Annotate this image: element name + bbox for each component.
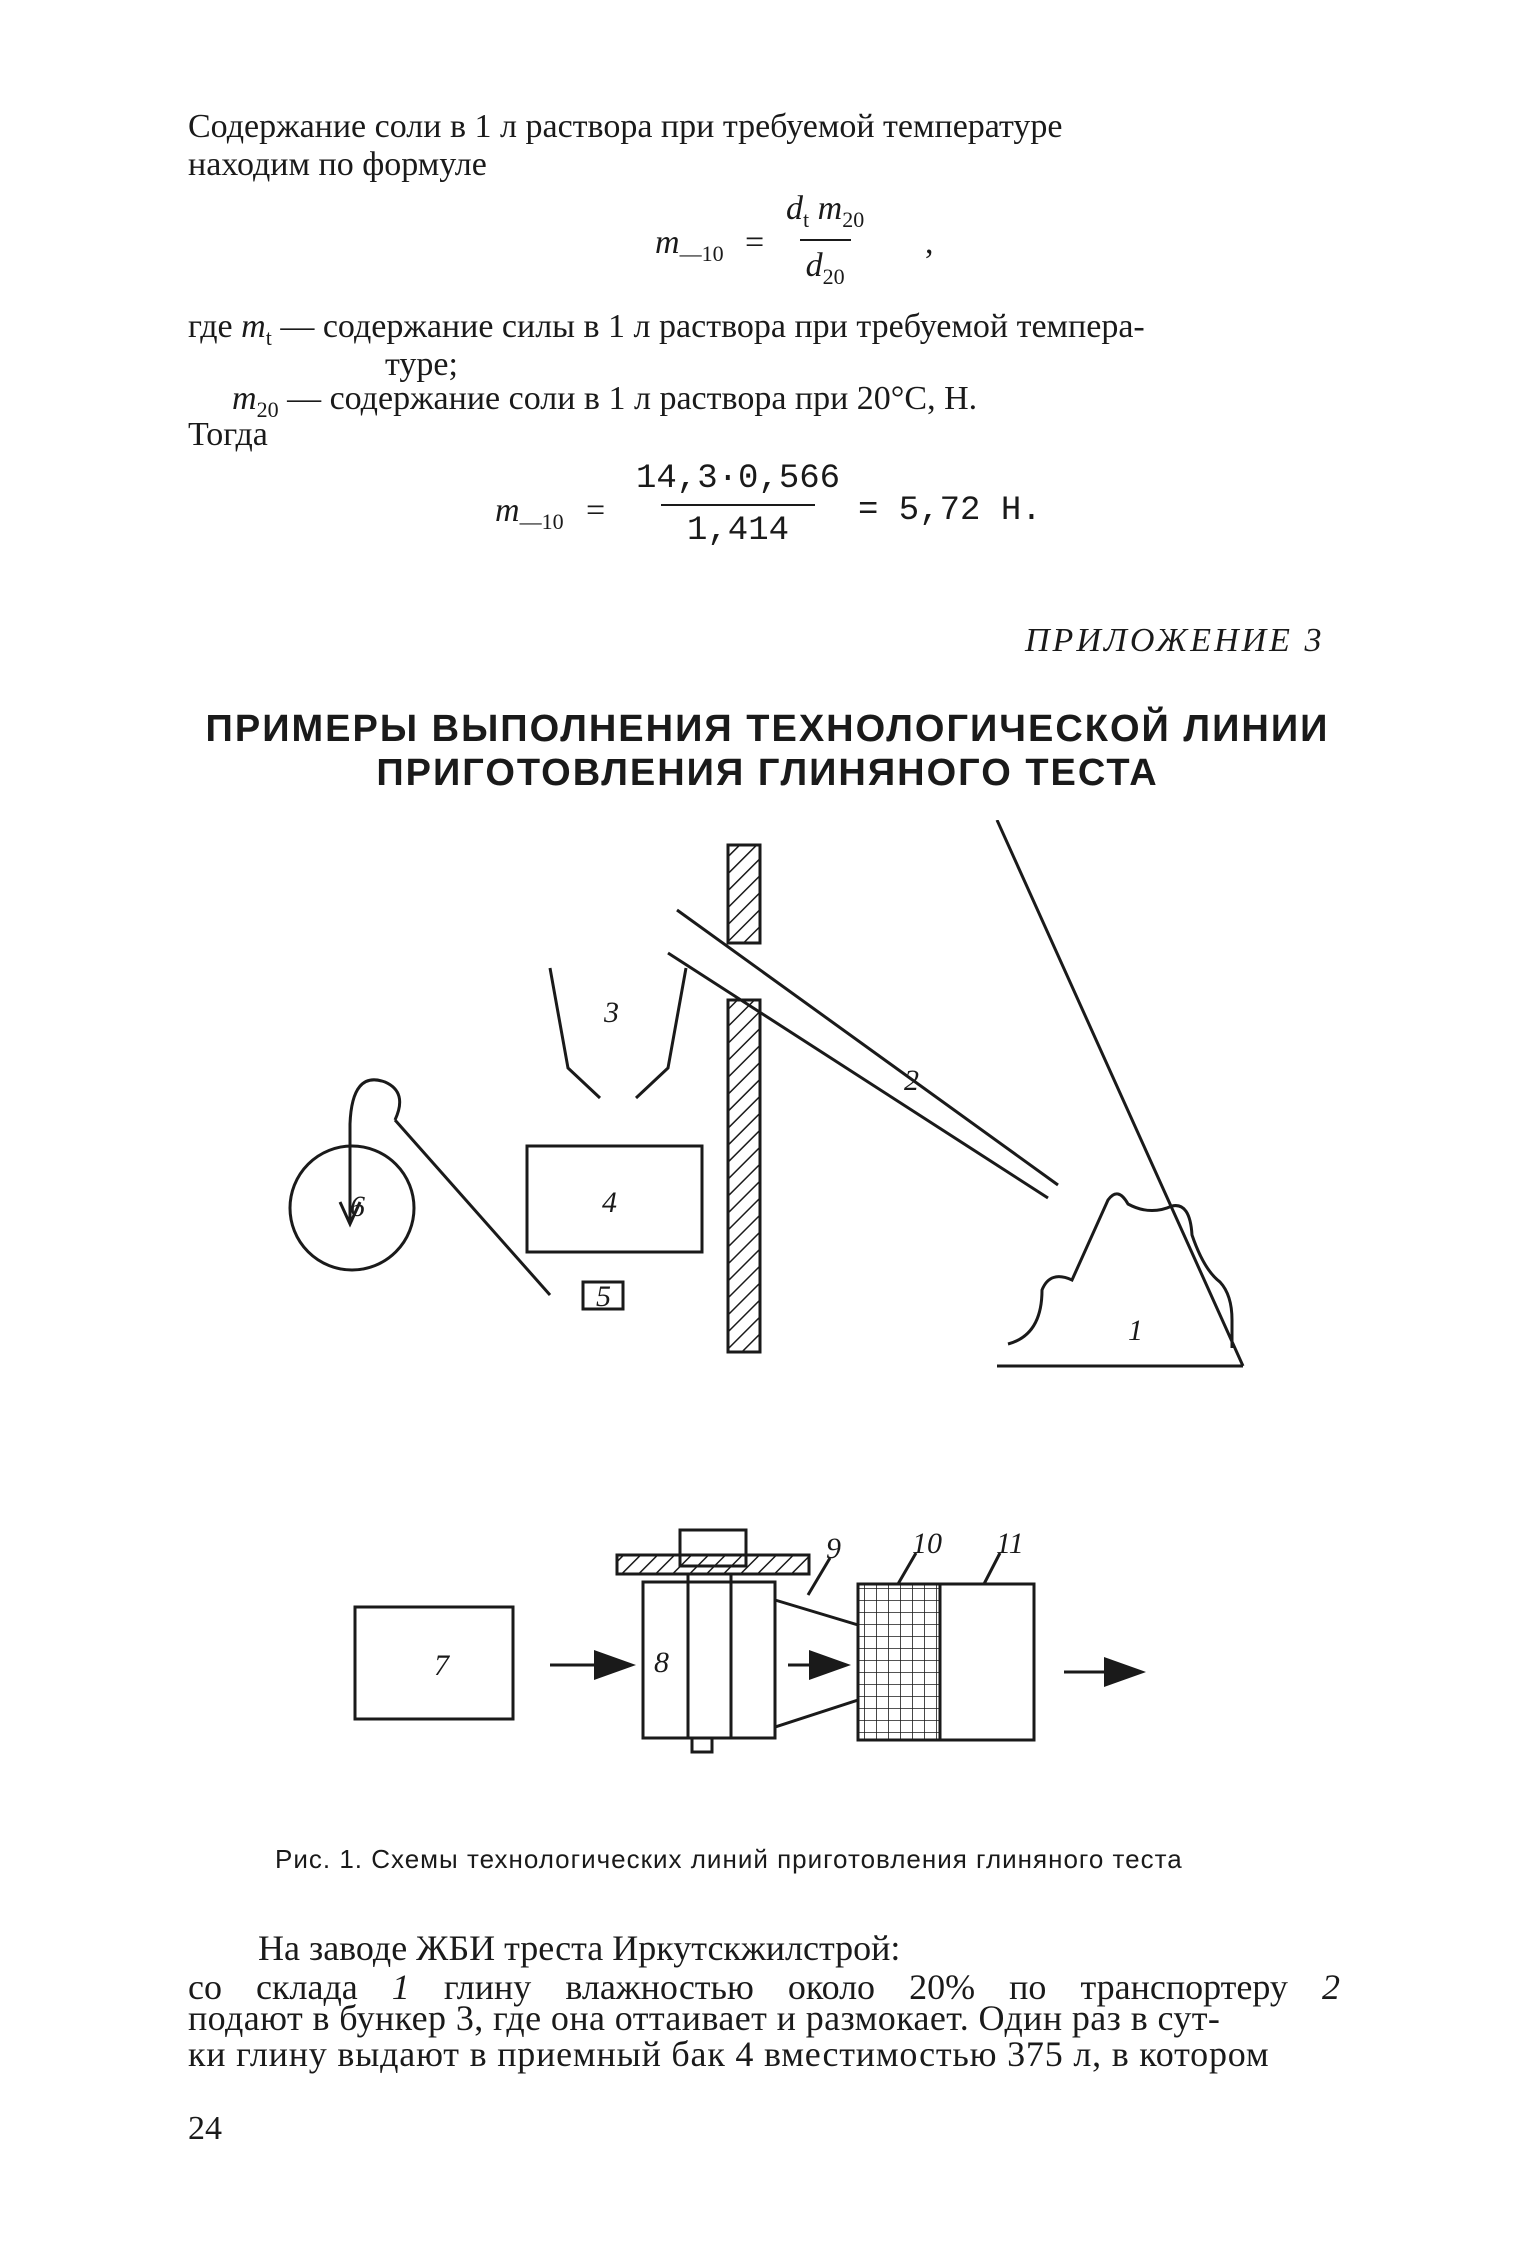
appendix-label: ПРИЛОЖЕНИЕ 3 (1025, 622, 1325, 659)
ground-line (997, 820, 1243, 1366)
label-11: 11 (996, 1527, 1024, 1560)
conveyor-bottom-line (668, 953, 1048, 1198)
where-line-1 (188, 310, 1145, 349)
then-word: Тогда (188, 416, 268, 453)
figure-caption: Рис. 1. Схемы технологических линий приготовления глиняного теста (275, 1844, 1183, 1874)
bunker-right-wall (636, 968, 686, 1098)
formula2-lhs-m: m (495, 492, 520, 529)
formula2-lhs-sub: —10 (519, 509, 564, 534)
body-word-4: глину (443, 1967, 532, 2007)
body-word-1: со (188, 1967, 222, 2007)
label-3: 3 (604, 996, 619, 1029)
body-word-9: транспортеру (1080, 1967, 1288, 2007)
label-4: 4 (602, 1186, 617, 1219)
body-line-1: На заводе ЖБИ треста Иркутскжилстрой: (258, 1928, 901, 1968)
wall-lower (728, 1000, 760, 1352)
where-sym2 (232, 380, 279, 422)
label-1: 1 (1128, 1314, 1143, 1347)
formula1-numerator (780, 190, 870, 239)
intro-line-1 (188, 108, 1340, 146)
intro-line-1-text: Содержание соли в 1 л раствора при требуемой температуре (188, 108, 1063, 145)
body-word-10: 2 (1321, 1967, 1340, 2007)
formula1-trail: , (925, 224, 934, 261)
body-word-6: около (787, 1967, 876, 2007)
where-sym2-sub: 20 (256, 397, 279, 422)
label-6: 6 (350, 1190, 365, 1223)
formula1-num-d-sub: t (803, 207, 810, 232)
body-word-5: влажностью (565, 1967, 754, 2007)
label-2: 2 (904, 1064, 919, 1097)
where-sym1-m: m (241, 308, 266, 345)
label-9: 9 (826, 1532, 841, 1565)
body-line-4: ки глину выдают в приемный бак 4 вместимостью 375 л, в котором (188, 2034, 1270, 2074)
formula1-num-m-sub: 20 (842, 207, 865, 232)
process-schematic (0, 820, 1535, 1820)
page-number: 24 (188, 2110, 222, 2147)
formula1-den-sub: 20 (822, 264, 845, 289)
label-8: 8 (654, 1646, 669, 1679)
gear-plate (617, 1555, 809, 1574)
where-def1a: — содержание силы в 1 л раствора при требуемой темпера- (280, 308, 1145, 345)
body-word-3: 1 (391, 1967, 410, 2007)
bunker-left-wall (550, 968, 600, 1098)
formula1-lhs (655, 226, 724, 265)
where-sym1-sub: t (265, 325, 272, 350)
formula2-fraction (630, 460, 846, 550)
where-sym2-m: m (232, 380, 257, 417)
title-line-1: ПРИМЕРЫ ВЫПОЛНЕНИЯ ТЕХНОЛОГИЧЕСКОЙ ЛИНИИ (205, 708, 1330, 750)
label-7: 7 (434, 1649, 449, 1682)
wall-upper (728, 845, 760, 943)
formula1-equals: = (745, 224, 765, 261)
formula1-den-d: d (805, 247, 823, 284)
label-10: 10 (912, 1527, 942, 1560)
where-sym1 (241, 308, 272, 350)
box-11 (940, 1584, 1034, 1740)
label-5: 5 (596, 1280, 611, 1313)
title-line-2: ПРИГОТОВЛЕНИЯ ГЛИНЯНОГО ТЕСТА (376, 752, 1159, 794)
formula1-lhs-m: m (655, 224, 680, 261)
where-line-2: туре; (385, 346, 458, 383)
where-word: где (188, 308, 233, 345)
formula1-fraction (780, 190, 870, 290)
screen-grid-10 (858, 1584, 940, 1740)
body-word-7: 20% (909, 1967, 976, 2007)
formula2-lhs (495, 494, 564, 533)
where-line-3 (232, 382, 977, 421)
formula1-num-d: d (786, 190, 803, 227)
formula1-lhs-sub: —10 (679, 241, 724, 266)
formula1-denominator (800, 239, 851, 290)
where-def2: — содержание соли в 1 л раствора при 20°С, Н. (287, 380, 978, 417)
body-line-3: подают в бункер 3, где она оттаивает и размокает. Один раз в сут- (188, 1998, 1221, 2038)
shaft-foot (692, 1738, 712, 1752)
formula2-equals: = (586, 492, 606, 529)
formula1-num-m: m (817, 190, 843, 227)
body-word-2: склада (256, 1967, 358, 2007)
clay-heap (1008, 1194, 1232, 1348)
formula2-result: = 5,72 Н. (858, 492, 1042, 530)
intro-line-2: находим по формуле (188, 146, 487, 183)
body-word-8: по (1009, 1967, 1047, 2007)
formula2-numerator: 14,3·0,566 (636, 460, 841, 498)
formula2-denominator: 1,414 (661, 504, 815, 550)
